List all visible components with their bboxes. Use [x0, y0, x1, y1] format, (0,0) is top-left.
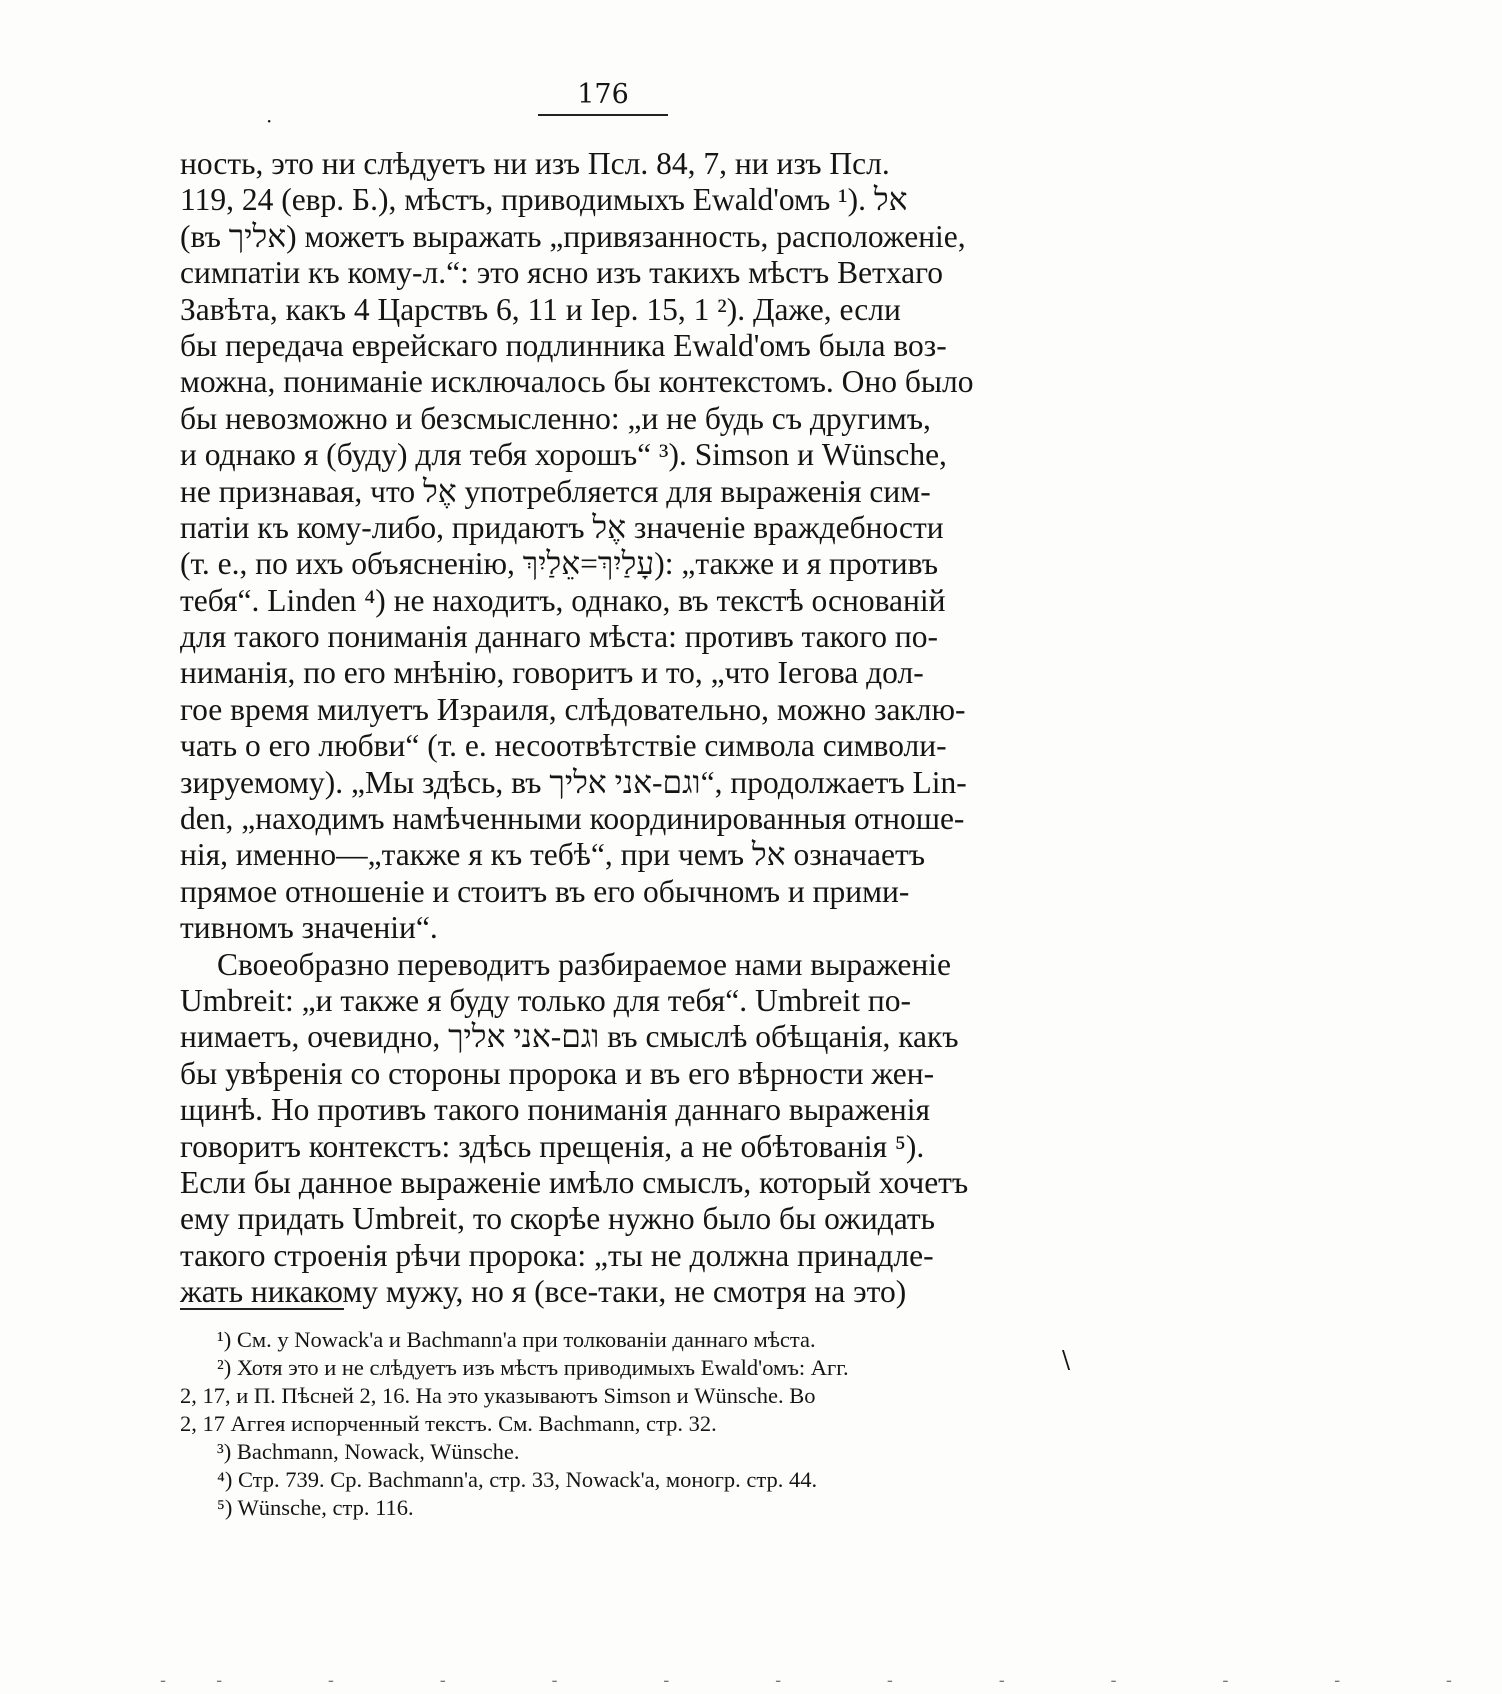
body-line: нимаетъ, очевидно, וגם-אני אליך въ смыслѣ обѣщанія, какъ — [180, 1019, 959, 1055]
body-line: бы невозможно и безсмысленно: „и не будь съ другимъ, — [180, 400, 931, 436]
body-line: патіи къ кому-либо, придаютъ אֶל значеніе враждебности — [180, 509, 944, 545]
margin-mark: \ — [1062, 1346, 1071, 1374]
body-line: ность, это ни слѣдуетъ ни изъ Псл. 84, 7, ни изъ Псл. — [180, 146, 890, 181]
body-line: Umbreit: „и также я буду только для тебя“. Umbreit по- — [180, 982, 911, 1018]
footnote-2: ²) Хотя это и не слѣдуетъ изъ мѣстъ приводимыхъ Ewald'омъ: Агг. — [217, 1355, 849, 1380]
body-line: говоритъ контекстъ: здѣсь прещенія, а не обѣтованія ⁵). — [180, 1128, 925, 1164]
body-line: симпатіи къ кому-л.“: это ясно изъ такихъ мѣстъ Ветхаго — [180, 255, 944, 291]
body-line: Если бы данное выраженіе имѣло смыслъ, который хочетъ — [180, 1164, 969, 1200]
body-line: чать о его любви“ (т. е. несоотвѣтствіе символа символи- — [180, 728, 947, 764]
footnote-4: ⁴) Стр. 739. Ср. Bachmann'а, стр. 33, Nowack'а, моногр. стр. 44. — [217, 1467, 818, 1492]
body-line: нія, именно—„также я къ тебѣ“, при чемъ אל означаетъ — [180, 837, 926, 873]
body-line: не признавая, что אֶל употребляется для выраженія сим- — [180, 473, 931, 509]
body-line: 119, 24 (евр. Б.), мѣстъ, приводимыхъ Ewald'омъ ¹). אל — [180, 182, 908, 218]
footnote-1: ¹) См. у Nowack'а и Bachmann'а при толкованіи даннаго мѣста. — [217, 1327, 816, 1352]
body-line: гое время милуетъ Израиля, слѣдовательно, можно заклю- — [180, 691, 966, 727]
scan-edge-marks: -- - - - - - - - - - - - — [160, 1670, 1502, 1691]
body-line: ниманія, по его мнѣнію, говоритъ и то, „что Іегова дол- — [180, 655, 924, 691]
body-line: и однако я (буду) для тебя хорошъ“ ³). Simson и Wünsche, — [180, 437, 947, 473]
footnote-2-cont: 2, 17 Аггея испорченный текстъ. См. Bachmann, стр. 32. — [180, 1411, 717, 1436]
footnote-rule — [180, 1308, 344, 1310]
footnotes — [180, 1326, 1036, 1522]
footnote-3: ³) Bachmann, Nowack, Wünsche. — [217, 1439, 520, 1464]
footnote-5: ⁵) Wünsche, стр. 116. — [217, 1495, 414, 1520]
body-line: тивномъ значеніи“. — [180, 910, 438, 946]
body-line: зируемому). „Мы здѣсь, въ וגם-אני אליך“, продолжаетъ Lin- — [180, 764, 967, 800]
page-number: 176 — [577, 79, 629, 110]
body-line: такого строенія рѣчи пророка: „ты не должна принадле- — [180, 1237, 934, 1273]
body-line: бы увѣренія со стороны пророка и въ его вѣрности жен- — [180, 1055, 935, 1091]
body-text — [180, 146, 1036, 1311]
body-line: жать никакому мужу, но я (все-таки, не смотря на это) — [180, 1274, 907, 1310]
body-line: можна, пониманіе исключалось бы контекстомъ. Оно было — [180, 364, 974, 400]
body-line: den, „находимъ намѣченными координированныя отноше- — [180, 801, 965, 837]
paragraph-start-line: Своеобразно переводитъ разбираемое нами выраженіе — [217, 946, 951, 982]
stray-dot: · — [266, 109, 273, 133]
body-line: ему придать Umbreit, то скорѣе нужно было бы ожидать — [180, 1201, 936, 1237]
body-line: тебя“. Linden ⁴) не находитъ, однако, въ текстѣ основаній — [180, 582, 946, 618]
body-line: (т. е., по ихъ объясненію, עָלַיִךְ=אֵלַיִךְ): „также и я противъ — [180, 546, 938, 582]
body-line: прямое отношеніе и стоитъ въ его обычномъ и прими- — [180, 873, 910, 909]
body-line: для такого пониманія даннаго мѣста: противъ такого по- — [180, 619, 938, 655]
footnote-2-cont: 2, 17, и П. Пѣсней 2, 16. На это указываютъ Simson и Wünsche. Во — [180, 1383, 816, 1408]
body-line: бы передача еврейскаго подлинника Ewald'омъ была воз- — [180, 327, 947, 363]
body-line: Завѣта, какъ 4 Царствъ 6, 11 и Іер. 15, 1 ²). Даже, если — [180, 291, 901, 327]
body-line: щинѣ. Но противъ такого пониманія даннаго выраженія — [180, 1092, 931, 1128]
body-line: (въ אליך) можетъ выражать „привязанность, расположеніе, — [180, 218, 966, 254]
page-number-rule — [538, 114, 668, 116]
